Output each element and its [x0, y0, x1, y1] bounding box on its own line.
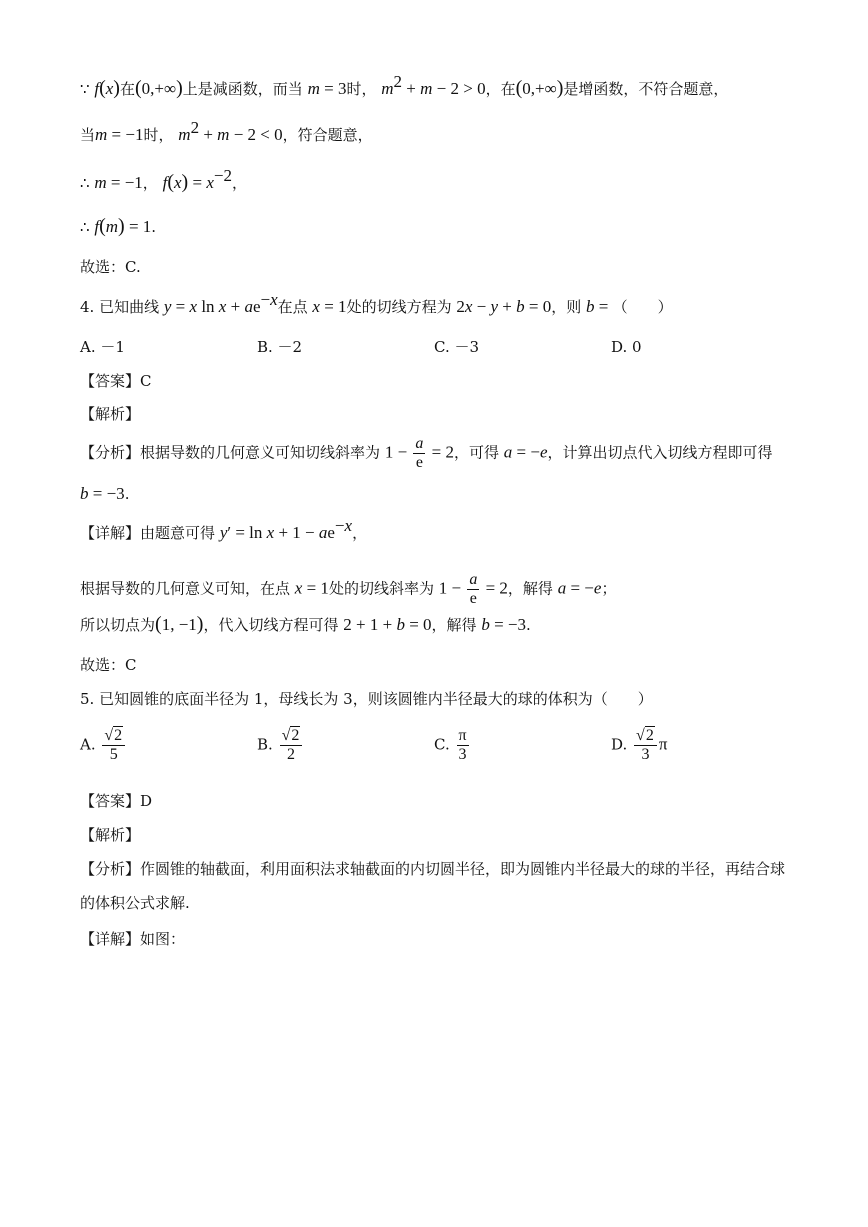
- text-fragment: 4. 已知曲线: [80, 298, 160, 316]
- text-fragment: 是增函数，不符合题意，: [563, 80, 729, 98]
- option-b: B. －2: [257, 338, 303, 356]
- text-fragment: 在点: [277, 298, 308, 316]
- text-fragment: ，在: [485, 80, 516, 98]
- option-label: A.: [80, 735, 96, 754]
- analysis-line-2: b = −3.: [80, 484, 130, 503]
- text-fragment: 当: [80, 126, 96, 144]
- text-fragment: ，: [231, 174, 247, 192]
- option-label: D.: [611, 735, 628, 754]
- analysis-line-1: 【分析】作圆锥的轴截面，利用面积法求轴截面的内切圆半径，即为圆锥内半径最大的球的半径，再结合球: [80, 860, 786, 878]
- analysis-line-1: 【分析】根据导数的几何意义可知切线斜率为 1 − $\frac{a}{e}$ = 2，可得 a = −e，计算出切点代入切线方程即可得: [80, 435, 773, 471]
- section-label: 【分析】: [80, 443, 141, 462]
- text-line-3: ∴ m = −1， $f(x) = x^{-2}$，: [80, 166, 247, 193]
- answer-choice-line: 故选：C.: [80, 258, 141, 276]
- text-fragment: ，符合题意，: [282, 126, 373, 144]
- text-fragment: ；: [601, 579, 617, 598]
- analysis-label: 【解析】: [80, 405, 141, 423]
- text-fragment: 由题意可得: [140, 524, 216, 542]
- option-c: C. －3: [434, 338, 480, 356]
- detail-line-3: 所以切点为(1, −1)，代入切线方程可得 2 + 1 + b = 0，解得 b = −3.: [80, 613, 531, 635]
- detail-line-1: 【详解】如图：: [80, 930, 186, 948]
- question-5: 5. 已知圆锥的底面半径为 1，母线长为 3，则该圆锥内半径最大的球的体积为（ ）: [80, 690, 653, 708]
- question-4: 4. 已知曲线 y = x $\ln x + ae^{-x}$在点 x = 1处的切线方程为 2x − y + b = 0，则 b = （ ）: [80, 290, 673, 316]
- text-fragment: ，可得: [454, 443, 500, 462]
- text-fragment: 时，: [143, 126, 174, 144]
- text-line-1: ∵ f(x)在(0,+∞)上是减函数，而当 m = 3时， $m^2 + m - 2 > 0$，在(0,+∞)是增函数，不符合题意，: [80, 72, 729, 99]
- analysis-label: 【解析】: [80, 826, 141, 844]
- text-fragment: （ ）: [612, 298, 673, 316]
- therefore-symbol: ∴: [80, 174, 90, 192]
- because-symbol: ∵: [80, 80, 90, 98]
- text-fragment: ，: [352, 524, 368, 542]
- text-fragment: ，代入切线方程可得: [203, 616, 339, 634]
- option-a: A. －1: [80, 338, 125, 356]
- option-c: C. $\frac{\pi}{3}$: [434, 727, 467, 763]
- text-fragment: 在: [119, 80, 135, 98]
- text-fragment: ，计算出切点代入切线方程即可得: [547, 443, 773, 462]
- text-fragment: 根据导数的几何意义可知，在点: [80, 579, 291, 598]
- text-fragment: ，解得: [507, 579, 553, 598]
- text-fragment: ，: [142, 174, 158, 192]
- text-fragment: .: [151, 218, 157, 236]
- detail-line-1: 【详解】由题意可得 $y' = \ln x + 1 - ae^{-x}$，: [80, 516, 368, 542]
- text-line-2: 当m = −1时， $m^2 + m - 2 < 0$，符合题意，: [80, 118, 373, 144]
- text-fragment: ，解得: [431, 616, 477, 634]
- therefore-symbol: ∴: [80, 218, 90, 236]
- option-d: D. 0: [611, 338, 642, 356]
- option-label: C.: [434, 735, 450, 754]
- option-d: D. $\frac{√2}{3}$ π: [611, 727, 668, 763]
- text-fragment: 时，: [346, 80, 377, 98]
- text-fragment: .: [526, 616, 531, 634]
- text-fragment: 处的切线斜率为: [328, 579, 434, 598]
- analysis-line-2: 的体积公式求解.: [80, 894, 190, 912]
- option-b: B. $\frac{√2}{2}$: [257, 727, 304, 764]
- text-line-4: ∴ f(m) = 1.: [80, 215, 157, 237]
- answer-choice-line: 故选：C: [80, 656, 137, 674]
- text-fragment: 处的切线方程为: [346, 298, 452, 316]
- text-fragment: .: [124, 485, 130, 503]
- text-fragment: 根据导数的几何意义可知切线斜率为: [140, 443, 381, 462]
- answer-label: 【答案】D: [80, 792, 153, 810]
- option-label: B.: [257, 735, 273, 754]
- text-fragment: ，则: [551, 298, 582, 316]
- text-fragment: 所以切点为: [80, 616, 156, 634]
- answer-label: 【答案】C: [80, 372, 152, 390]
- section-label: 【详解】: [80, 524, 141, 542]
- text-fragment: 上是减函数，而当: [182, 80, 303, 98]
- detail-line-2: 根据导数的几何意义可知，在点 x = 1处的切线斜率为 1 − $\frac{a}{e}$ = 2，解得 a = −e；: [80, 571, 617, 607]
- option-a: A. $\frac{√2}{5}$: [80, 727, 127, 764]
